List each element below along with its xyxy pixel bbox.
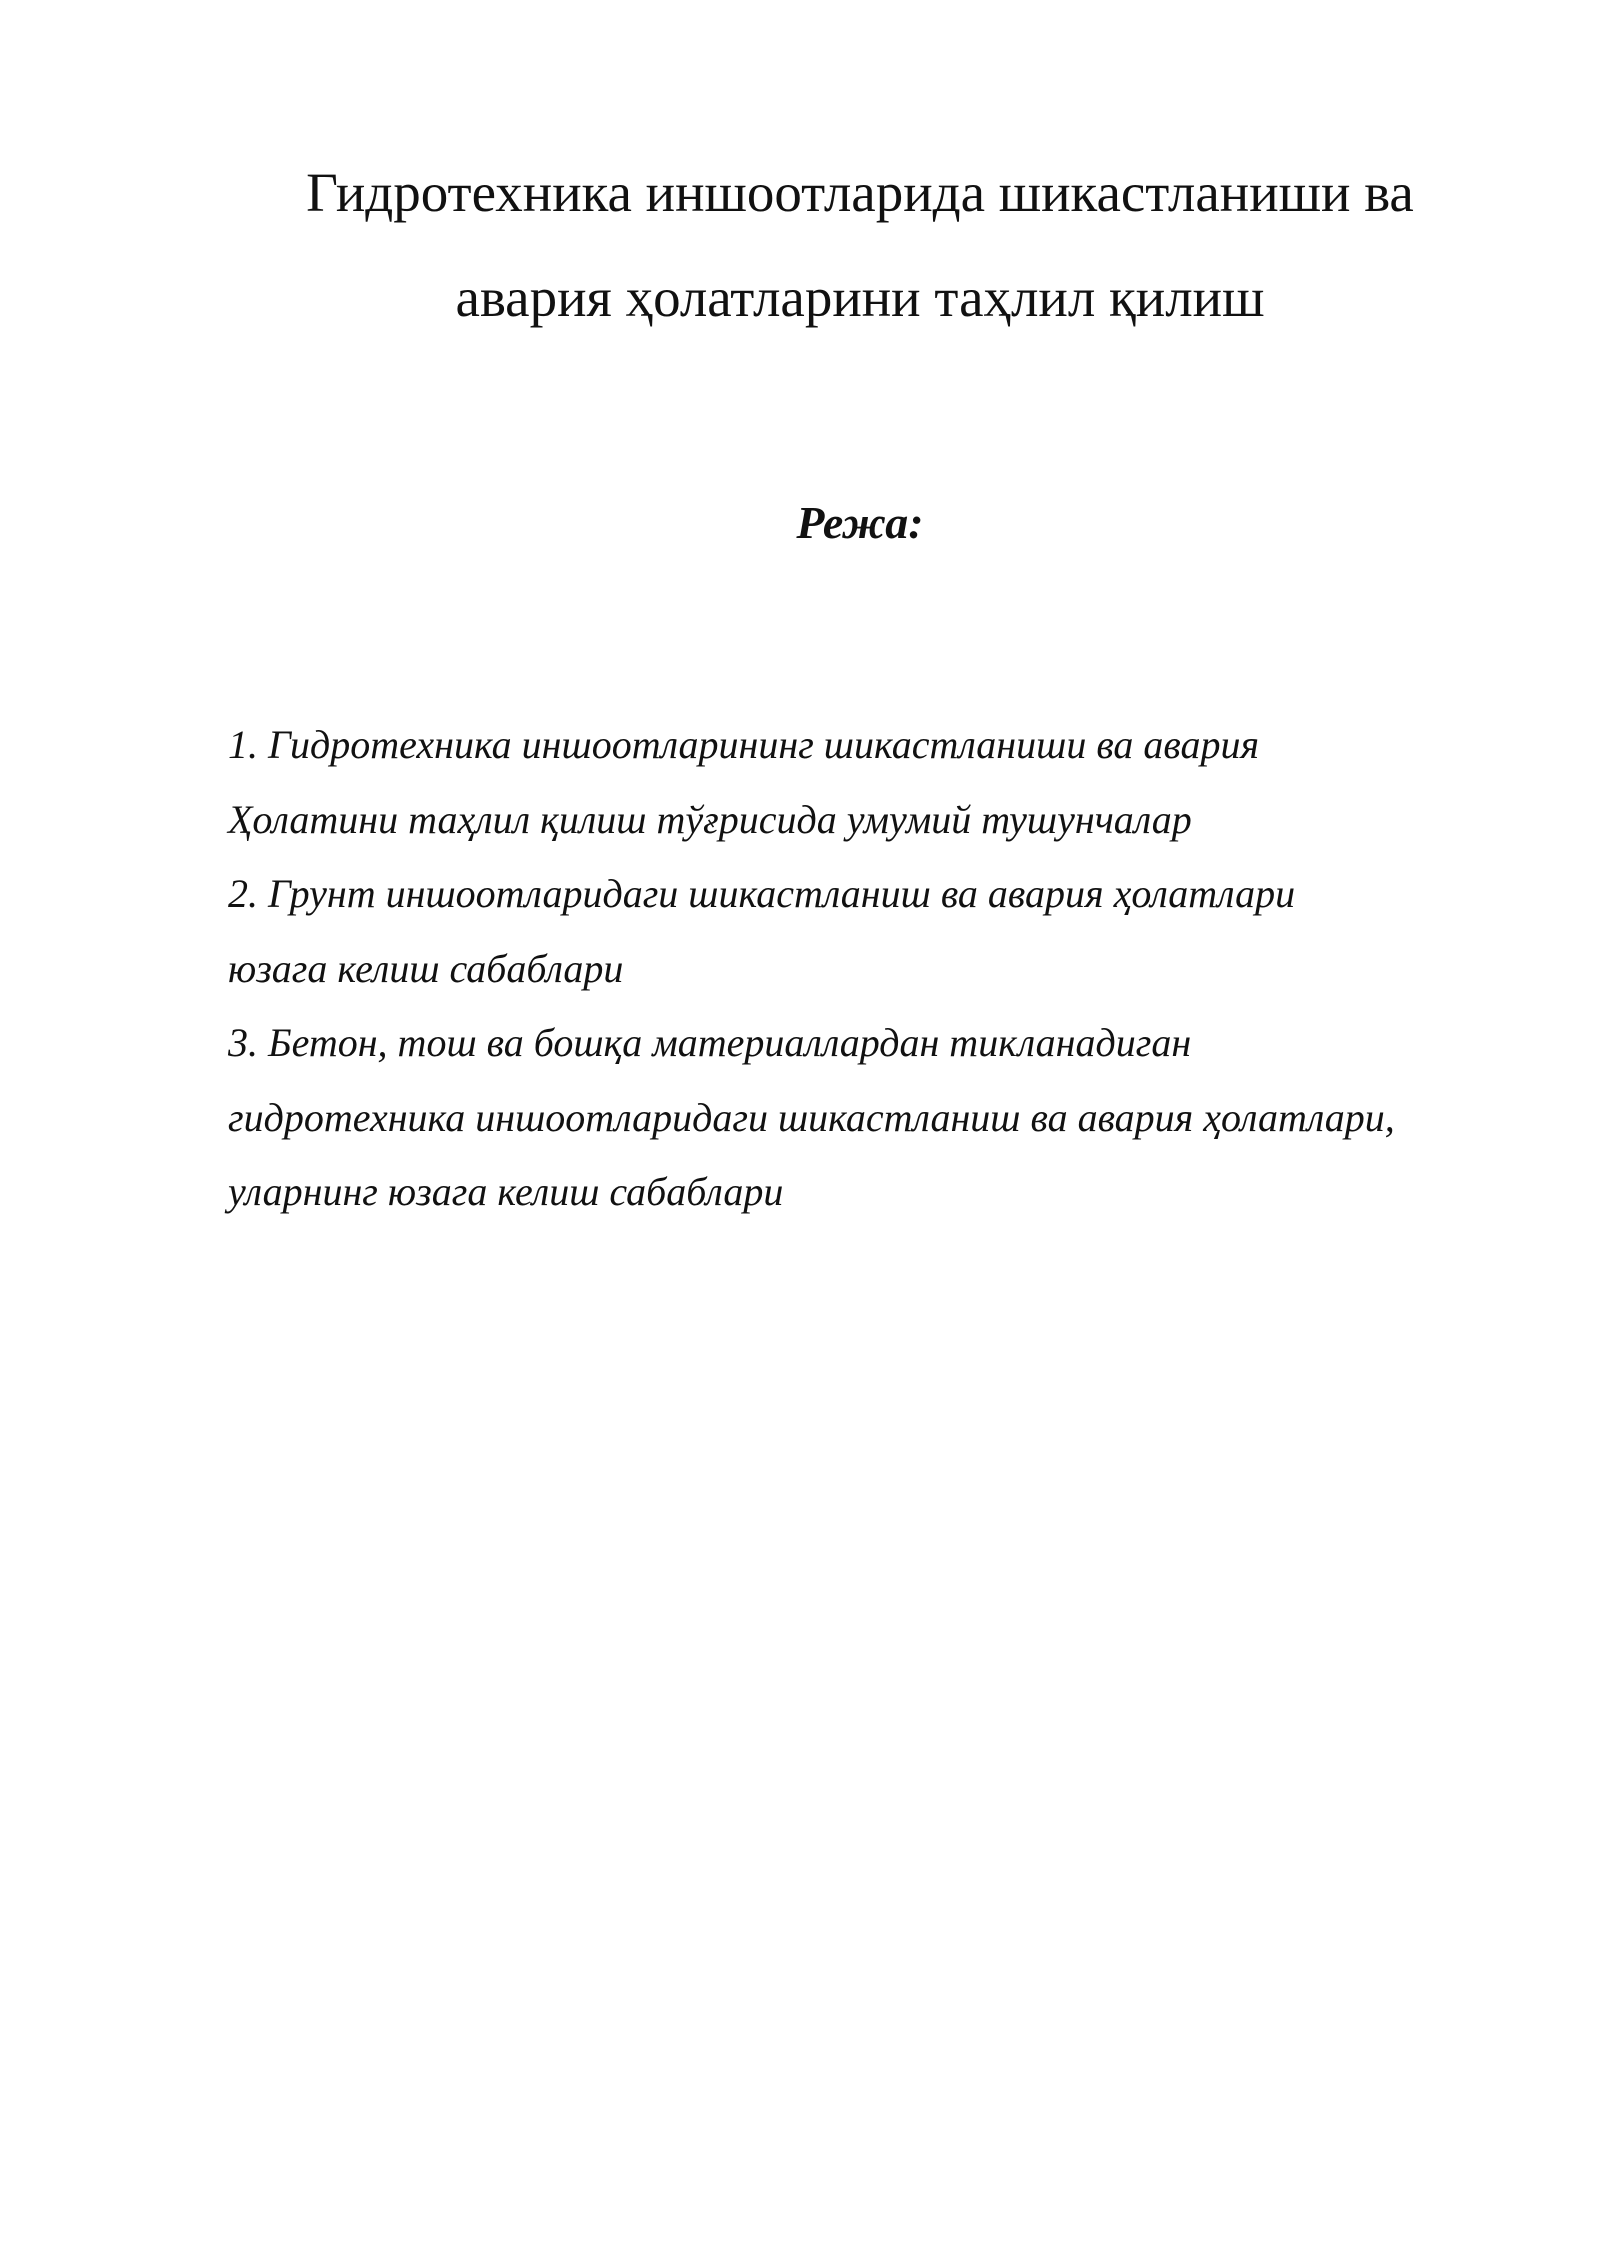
plan-item-text: Бетон, тош ва бошқа материаллардан тикланадиган	[268, 1020, 1192, 1065]
plan-item-text: уларнинг юзага келиш сабаблари	[228, 1169, 784, 1214]
plan-heading: Режа:	[796, 497, 924, 548]
plan-item-line	[228, 1006, 1528, 1081]
plan-item-number: 1.	[228, 722, 258, 767]
plan-item-text: Грунт иншоотларидаги шикастланиш ва авария ҳолатлари	[268, 871, 1296, 916]
title-line: Гидротехника иншоотларида шикастланиши ва	[306, 162, 1414, 223]
document-title	[230, 140, 1490, 350]
plan-item-text: юзага келиш сабаблари	[228, 945, 624, 991]
plan-item-1	[228, 708, 1528, 857]
plan-item-text: Гидротехника иншоотларининг шикастланиши ва авария	[268, 722, 1260, 767]
plan-item-line	[228, 857, 1528, 932]
plan-list	[228, 708, 1528, 1230]
plan-item-3	[228, 1006, 1528, 1230]
title-line: авария ҳолатларини таҳлил қилиш	[455, 267, 1265, 328]
plan-item-number: 2.	[228, 871, 258, 916]
plan-item-2	[228, 857, 1528, 1006]
plan-item-text: гидротехника иншоотларидаги шикастланиш ва авария ҳолатлари,	[228, 1094, 1395, 1140]
plan-item-line	[228, 708, 1528, 783]
plan-item-number: 3.	[228, 1020, 258, 1065]
plan-item-text: Ҳолатини таҳлил қилиш тўғрисида умумий тушунчалар	[228, 796, 1192, 842]
